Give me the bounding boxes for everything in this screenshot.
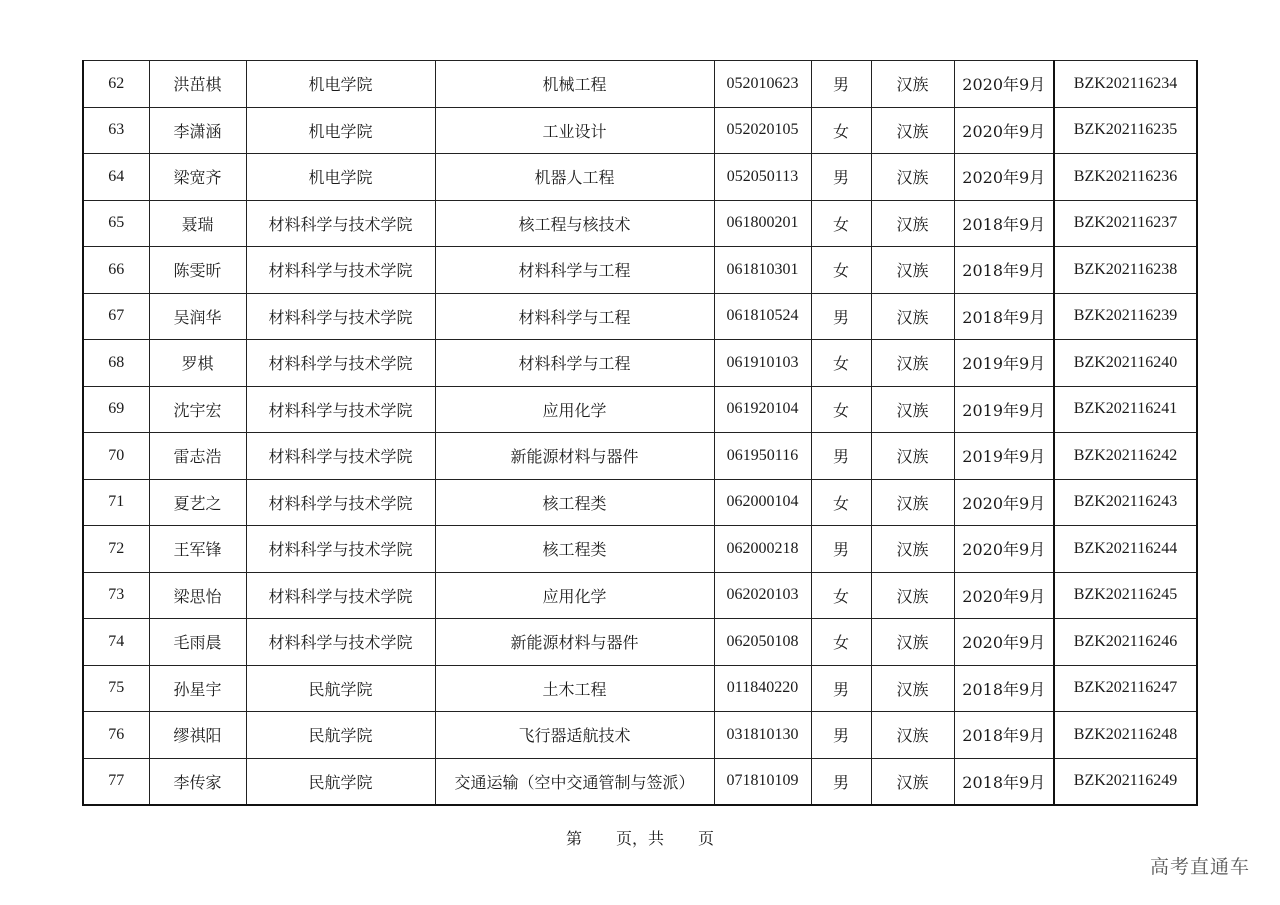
- table-row: [83, 619, 1197, 666]
- footer-suffix: 页: [698, 829, 715, 848]
- table-row: [83, 712, 1197, 759]
- certificate-number-cell: BZK202116249: [1054, 758, 1197, 805]
- major-cell: 材料科学与工程: [435, 247, 714, 294]
- table-row: [83, 61, 1197, 108]
- enrollment-date-cell: 2019年9月: [954, 340, 1054, 387]
- student-id-cell: 031810130: [714, 712, 811, 759]
- enrollment-date-cell: 2020年9月: [954, 61, 1054, 108]
- row-index-cell: 63: [83, 107, 149, 154]
- student-name-cell: 李传家: [149, 758, 246, 805]
- row-index-cell: 68: [83, 340, 149, 387]
- student-id-cell: 062000104: [714, 479, 811, 526]
- student-name-cell: 王军锋: [149, 526, 246, 573]
- student-name-cell: 夏艺之: [149, 479, 246, 526]
- table-row: [83, 340, 1197, 387]
- footer-prefix: 第: [565, 829, 582, 848]
- row-index-cell: 77: [83, 758, 149, 805]
- enrollment-date-cell: 2020年9月: [954, 572, 1054, 619]
- college-cell: 民航学院: [246, 712, 435, 759]
- college-cell: 材料科学与技术学院: [246, 572, 435, 619]
- gender-cell: 女: [811, 247, 871, 294]
- major-cell: 机械工程: [435, 61, 714, 108]
- student-name-cell: 毛雨晨: [149, 619, 246, 666]
- ethnicity-cell: 汉族: [871, 107, 954, 154]
- student-id-cell: 062000218: [714, 526, 811, 573]
- gender-cell: 男: [811, 433, 871, 480]
- college-cell: 材料科学与技术学院: [246, 247, 435, 294]
- enrollment-date-cell: 2019年9月: [954, 433, 1054, 480]
- gender-cell: 男: [811, 712, 871, 759]
- student-name-cell: 缪祺阳: [149, 712, 246, 759]
- enrollment-date-cell: 2019年9月: [954, 386, 1054, 433]
- enrollment-date-cell: 2018年9月: [954, 293, 1054, 340]
- college-cell: 民航学院: [246, 665, 435, 712]
- college-cell: 材料科学与技术学院: [246, 200, 435, 247]
- major-cell: 新能源材料与器件: [435, 433, 714, 480]
- major-cell: 应用化学: [435, 572, 714, 619]
- row-index-cell: 71: [83, 479, 149, 526]
- certificate-number-cell: BZK202116243: [1054, 479, 1197, 526]
- row-index-cell: 73: [83, 572, 149, 619]
- ethnicity-cell: 汉族: [871, 712, 954, 759]
- college-cell: 材料科学与技术学院: [246, 293, 435, 340]
- gender-cell: 女: [811, 572, 871, 619]
- roster-body: [83, 61, 1197, 806]
- gender-cell: 女: [811, 479, 871, 526]
- table-row: [83, 154, 1197, 201]
- major-cell: 工业设计: [435, 107, 714, 154]
- table-row: [83, 293, 1197, 340]
- ethnicity-cell: 汉族: [871, 154, 954, 201]
- row-index-cell: 69: [83, 386, 149, 433]
- page-footer: [0, 826, 1280, 849]
- college-cell: 材料科学与技术学院: [246, 479, 435, 526]
- ethnicity-cell: 汉族: [871, 619, 954, 666]
- college-cell: 民航学院: [246, 758, 435, 805]
- row-index-cell: 64: [83, 154, 149, 201]
- enrollment-date-cell: 2018年9月: [954, 712, 1054, 759]
- enrollment-date-cell: 2018年9月: [954, 247, 1054, 294]
- major-cell: 材料科学与工程: [435, 293, 714, 340]
- table-row: [83, 572, 1197, 619]
- certificate-number-cell: BZK202116237: [1054, 200, 1197, 247]
- row-index-cell: 76: [83, 712, 149, 759]
- ethnicity-cell: 汉族: [871, 200, 954, 247]
- gender-cell: 男: [811, 526, 871, 573]
- certificate-number-cell: BZK202116236: [1054, 154, 1197, 201]
- major-cell: 应用化学: [435, 386, 714, 433]
- certificate-number-cell: BZK202116238: [1054, 247, 1197, 294]
- student-roster-table: [82, 60, 1198, 806]
- student-id-cell: 011840220: [714, 665, 811, 712]
- major-cell: 核工程类: [435, 526, 714, 573]
- student-name-cell: 洪茁棋: [149, 61, 246, 108]
- ethnicity-cell: 汉族: [871, 758, 954, 805]
- enrollment-date-cell: 2018年9月: [954, 758, 1054, 805]
- ethnicity-cell: 汉族: [871, 293, 954, 340]
- table-row: [83, 526, 1197, 573]
- student-id-cell: 052050113: [714, 154, 811, 201]
- student-id-cell: 071810109: [714, 758, 811, 805]
- row-index-cell: 74: [83, 619, 149, 666]
- student-id-cell: 052020105: [714, 107, 811, 154]
- table-row: [83, 433, 1197, 480]
- student-name-cell: 罗棋: [149, 340, 246, 387]
- student-name-cell: 李潇涵: [149, 107, 246, 154]
- certificate-number-cell: BZK202116234: [1054, 61, 1197, 108]
- table-row: [83, 758, 1197, 805]
- enrollment-date-cell: 2020年9月: [954, 154, 1054, 201]
- footer-middle: 页，共: [615, 829, 664, 848]
- table-row: [83, 247, 1197, 294]
- gender-cell: 男: [811, 61, 871, 108]
- college-cell: 机电学院: [246, 154, 435, 201]
- college-cell: 材料科学与技术学院: [246, 619, 435, 666]
- table-row: [83, 479, 1197, 526]
- table-row: [83, 665, 1197, 712]
- row-index-cell: 70: [83, 433, 149, 480]
- student-name-cell: 陈雯昕: [149, 247, 246, 294]
- student-id-cell: 061920104: [714, 386, 811, 433]
- gender-cell: 女: [811, 200, 871, 247]
- student-id-cell: 062020103: [714, 572, 811, 619]
- gender-cell: 男: [811, 154, 871, 201]
- major-cell: 交通运输（空中交通管制与签派）: [435, 758, 714, 805]
- student-name-cell: 孙星宇: [149, 665, 246, 712]
- row-index-cell: 75: [83, 665, 149, 712]
- ethnicity-cell: 汉族: [871, 340, 954, 387]
- table-row: [83, 386, 1197, 433]
- row-index-cell: 62: [83, 61, 149, 108]
- table-row: [83, 107, 1197, 154]
- major-cell: 土木工程: [435, 665, 714, 712]
- student-id-cell: 061910103: [714, 340, 811, 387]
- college-cell: 材料科学与技术学院: [246, 433, 435, 480]
- table-row: [83, 200, 1197, 247]
- enrollment-date-cell: 2018年9月: [954, 665, 1054, 712]
- ethnicity-cell: 汉族: [871, 526, 954, 573]
- ethnicity-cell: 汉族: [871, 572, 954, 619]
- student-name-cell: 聂瑞: [149, 200, 246, 247]
- major-cell: 材料科学与工程: [435, 340, 714, 387]
- gender-cell: 女: [811, 107, 871, 154]
- row-index-cell: 66: [83, 247, 149, 294]
- gender-cell: 女: [811, 340, 871, 387]
- student-name-cell: 吴润华: [149, 293, 246, 340]
- ethnicity-cell: 汉族: [871, 479, 954, 526]
- certificate-number-cell: BZK202116235: [1054, 107, 1197, 154]
- major-cell: 核工程类: [435, 479, 714, 526]
- gender-cell: 男: [811, 293, 871, 340]
- student-name-cell: 梁宽齐: [149, 154, 246, 201]
- watermark: 高考直通车: [1149, 856, 1250, 878]
- enrollment-date-cell: 2020年9月: [954, 479, 1054, 526]
- student-name-cell: 梁思怡: [149, 572, 246, 619]
- gender-cell: 女: [811, 386, 871, 433]
- major-cell: 飞行器适航技术: [435, 712, 714, 759]
- certificate-number-cell: BZK202116244: [1054, 526, 1197, 573]
- ethnicity-cell: 汉族: [871, 665, 954, 712]
- row-index-cell: 72: [83, 526, 149, 573]
- student-id-cell: 061950116: [714, 433, 811, 480]
- student-id-cell: 061800201: [714, 200, 811, 247]
- student-id-cell: 052010623: [714, 61, 811, 108]
- major-cell: 机器人工程: [435, 154, 714, 201]
- certificate-number-cell: BZK202116247: [1054, 665, 1197, 712]
- student-id-cell: 062050108: [714, 619, 811, 666]
- enrollment-date-cell: 2020年9月: [954, 526, 1054, 573]
- enrollment-date-cell: 2018年9月: [954, 200, 1054, 247]
- student-name-cell: 雷志浩: [149, 433, 246, 480]
- gender-cell: 男: [811, 758, 871, 805]
- certificate-number-cell: BZK202116245: [1054, 572, 1197, 619]
- certificate-number-cell: BZK202116239: [1054, 293, 1197, 340]
- row-index-cell: 67: [83, 293, 149, 340]
- ethnicity-cell: 汉族: [871, 247, 954, 294]
- gender-cell: 女: [811, 619, 871, 666]
- college-cell: 机电学院: [246, 61, 435, 108]
- college-cell: 材料科学与技术学院: [246, 386, 435, 433]
- major-cell: 核工程与核技术: [435, 200, 714, 247]
- college-cell: 机电学院: [246, 107, 435, 154]
- college-cell: 材料科学与技术学院: [246, 526, 435, 573]
- college-cell: 材料科学与技术学院: [246, 340, 435, 387]
- student-id-cell: 061810301: [714, 247, 811, 294]
- ethnicity-cell: 汉族: [871, 433, 954, 480]
- enrollment-date-cell: 2020年9月: [954, 619, 1054, 666]
- ethnicity-cell: 汉族: [871, 386, 954, 433]
- major-cell: 新能源材料与器件: [435, 619, 714, 666]
- student-name-cell: 沈宇宏: [149, 386, 246, 433]
- certificate-number-cell: BZK202116241: [1054, 386, 1197, 433]
- ethnicity-cell: 汉族: [871, 61, 954, 108]
- student-id-cell: 061810524: [714, 293, 811, 340]
- certificate-number-cell: BZK202116248: [1054, 712, 1197, 759]
- certificate-number-cell: BZK202116242: [1054, 433, 1197, 480]
- certificate-number-cell: BZK202116246: [1054, 619, 1197, 666]
- gender-cell: 男: [811, 665, 871, 712]
- enrollment-date-cell: 2020年9月: [954, 107, 1054, 154]
- row-index-cell: 65: [83, 200, 149, 247]
- certificate-number-cell: BZK202116240: [1054, 340, 1197, 387]
